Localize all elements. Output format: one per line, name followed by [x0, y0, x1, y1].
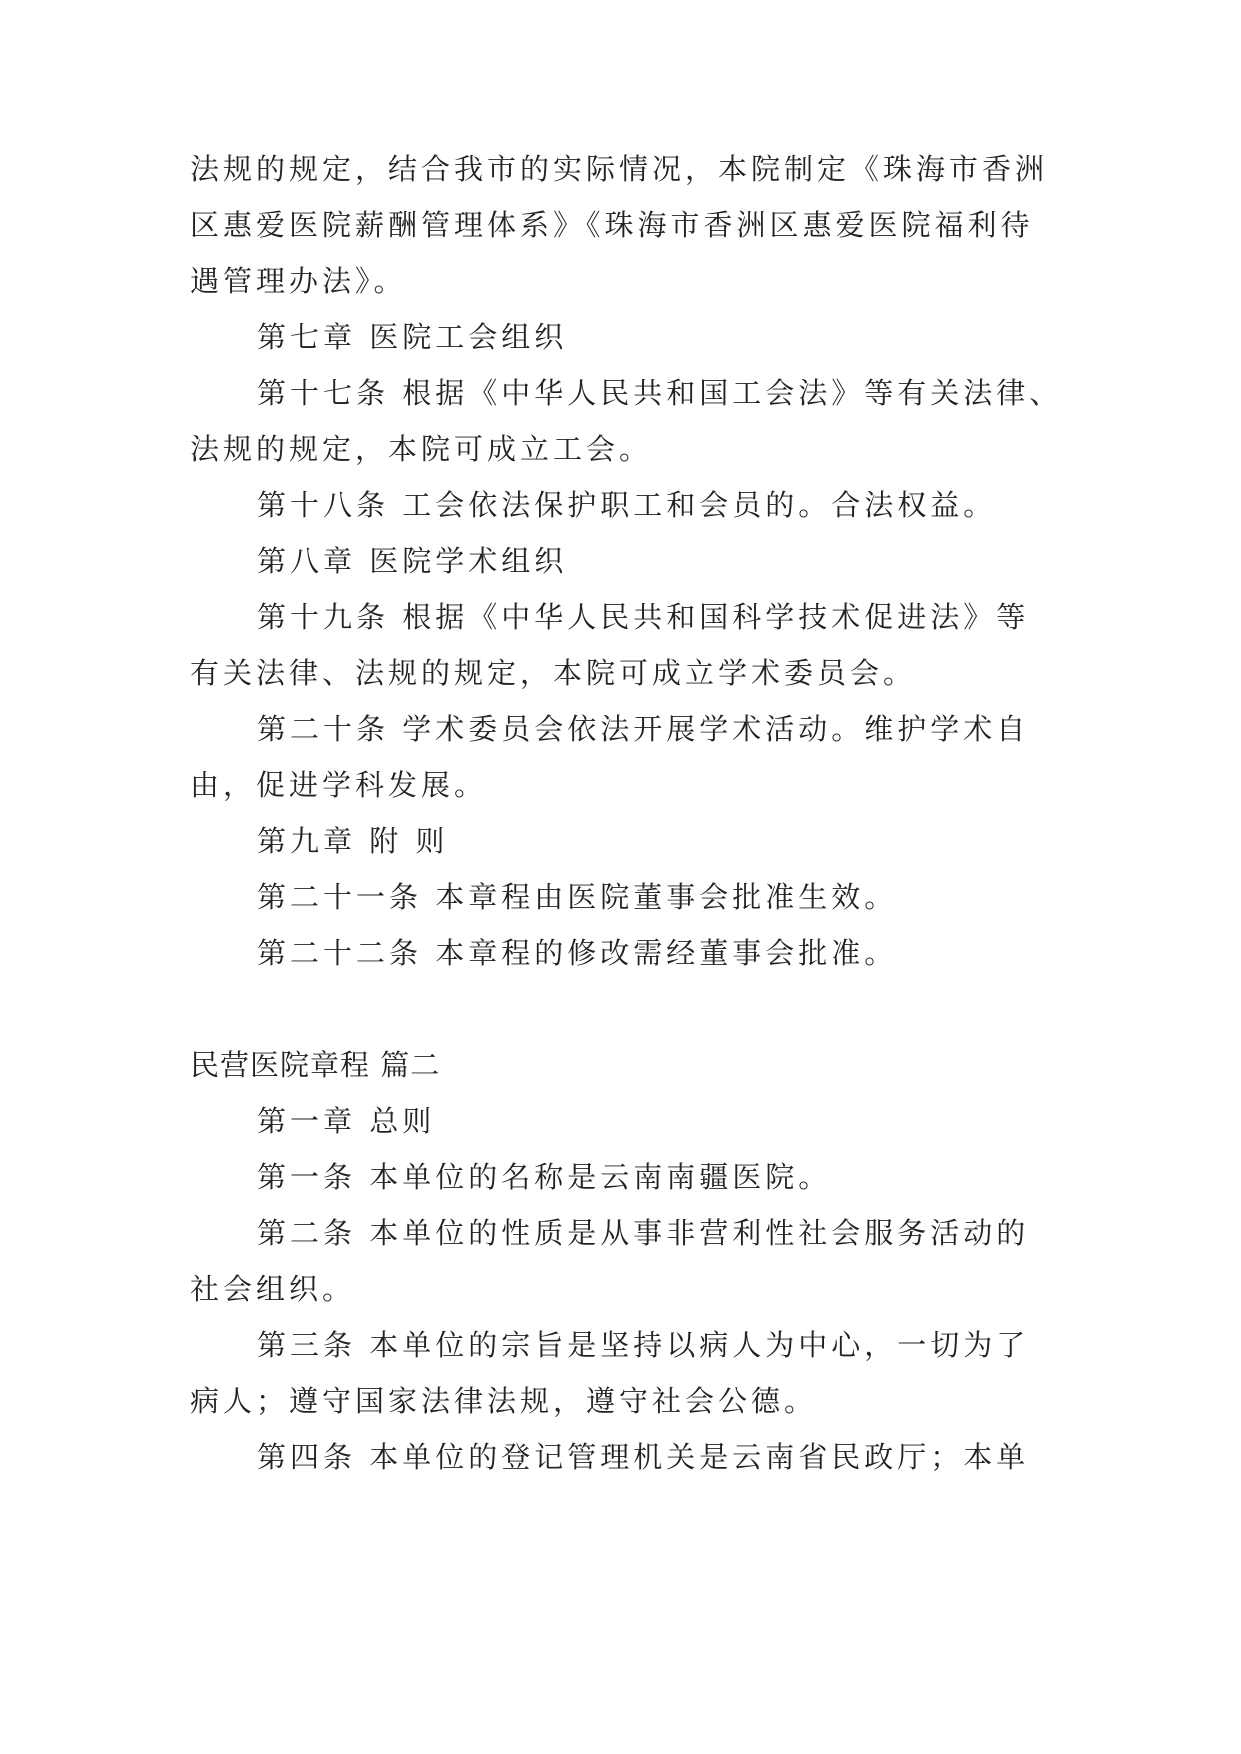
body-text-line: 区惠爱医院薪酬管理体系》《珠海市香洲区惠爱医院福利待 [190, 208, 1034, 242]
article-line: 第二条 本单位的性质是从事非营利性社会服务活动的 [257, 1216, 1030, 1250]
article-line: 第十八条 工会依法保护职工和会员的。合法权益。 [257, 488, 997, 522]
body-text-line: 遇管理办法》。 [190, 264, 407, 298]
body-text-line: 社会组织。 [190, 1272, 356, 1306]
article-line: 第二十二条 本章程的修改需经董事会批准。 [257, 936, 898, 970]
chapter-heading: 第八章 医院学术组织 [257, 544, 568, 578]
chapter-heading: 第九章 附 则 [257, 824, 449, 858]
chapter-heading: 第一章 总则 [257, 1104, 436, 1138]
article-line: 第三条 本单位的宗旨是坚持以病人为中心，一切为了 [257, 1328, 1030, 1362]
body-text-line: 法规的规定，结合我市的实际情况，本院制定《珠海市香洲 [190, 152, 1049, 186]
article-line: 第四条 本单位的登记管理机关是云南省民政厅；本单 [257, 1440, 1030, 1474]
chapter-heading: 第七章 医院工会组织 [257, 320, 568, 354]
body-text-line: 有关法律、法规的规定，本院可成立学术委员会。 [190, 656, 917, 690]
article-line: 第十七条 根据《中华人民共和国工会法》等有关法律、 [257, 376, 1063, 410]
body-text-line: 病人；遵守国家法律法规，遵守社会公德。 [190, 1384, 818, 1418]
article-line: 第一条 本单位的名称是云南南疆医院。 [257, 1160, 832, 1194]
article-line: 第十九条 根据《中华人民共和国科学技术促进法》等 [257, 600, 1030, 634]
body-text-line: 由，促进学科发展。 [190, 768, 488, 802]
body-text-line: 法规的规定，本院可成立工会。 [190, 432, 653, 466]
section-title: 民营医院章程 篇二 [190, 1048, 441, 1082]
article-line: 第二十一条 本章程由医院董事会批准生效。 [257, 880, 898, 914]
article-line: 第二十条 学术委员会依法开展学术活动。维护学术自 [257, 712, 1030, 746]
